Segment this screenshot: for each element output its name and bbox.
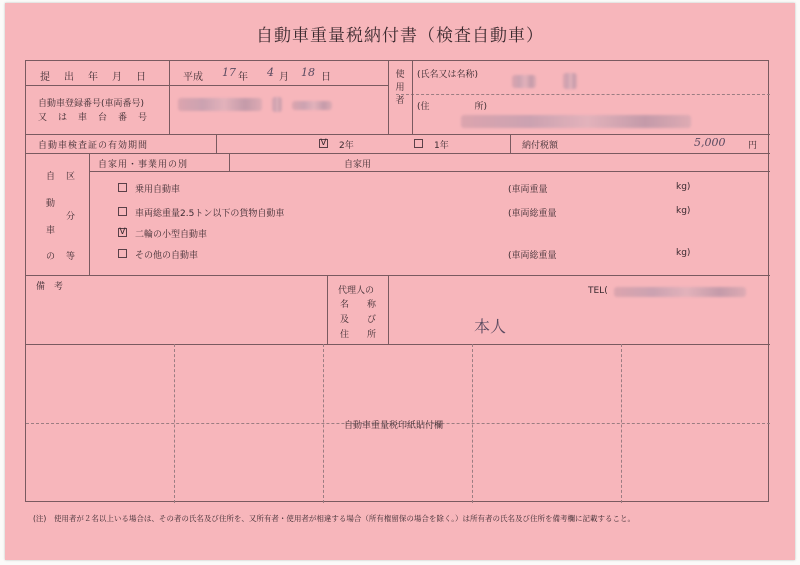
day-value[interactable]: 18 (301, 66, 315, 79)
tax-amount-label: 納付税額 (522, 141, 559, 151)
option-1-year-label: 1年 (434, 141, 449, 151)
class-side-char-1: 自 (46, 172, 56, 182)
tax-payment-form-sheet (5, 3, 795, 560)
checkbox-passenger-car[interactable] (118, 183, 127, 192)
remarks-label: 備 考 (36, 282, 64, 292)
weight-unit-light-truck: kg) (676, 206, 691, 216)
redacted-user-name-part (563, 73, 577, 89)
user-name-label: (氏名又は名称) (417, 70, 479, 80)
redacted-user-name (512, 75, 536, 88)
checkbox-other-vehicle[interactable] (118, 249, 127, 258)
chassis-number-label: 又 は 車 台 番 号 (38, 113, 149, 123)
validity-period-label: 自動車検査証の有効期間 (38, 141, 149, 151)
submission-date-label: 提 出 年 月 日 (40, 72, 148, 83)
class-item-motorcycle: 二輪の小型自動車 (135, 230, 208, 240)
use-type-label: 自家用・事業用の別 (98, 160, 189, 170)
form-grid (25, 60, 769, 502)
checkbox-1-year[interactable] (414, 139, 423, 148)
tax-unit: 円 (748, 141, 758, 151)
checkbox-motorcycle[interactable]: V (119, 227, 126, 237)
redacted-phone (614, 287, 746, 297)
class-side-char-3: 動 (46, 199, 56, 209)
form-title: 自動車重量税納付書（検査自動車） (256, 26, 544, 46)
class-item-light-truck: 車両総重量2.5トン以下の貨物自動車 (135, 209, 285, 219)
agent-label-line2: 名 称 (340, 300, 377, 310)
agent-value-handwritten[interactable]: 本人 (474, 317, 507, 336)
weight-unit-other-vehicle: kg) (676, 248, 691, 258)
weight-label-other-vehicle: (車両総重量 (508, 251, 557, 261)
class-side-char-4: 分 (66, 212, 76, 222)
class-side-char-5: 車 (46, 226, 56, 236)
agent-label-line4: 住 所 (340, 330, 377, 340)
year-value[interactable]: 17 (222, 66, 236, 79)
class-side-char-6: の (46, 252, 56, 262)
stamp-area-label: 自動車重量税印紙貼付欄 (344, 421, 444, 431)
tax-amount-value[interactable]: 5,000 (694, 136, 726, 149)
redacted-vehicle-number-part (292, 101, 332, 110)
redacted-user-address (461, 115, 691, 128)
class-side-char-2: 区 (66, 172, 76, 182)
agent-label-line1: 代理人の (338, 286, 375, 296)
footnote: (注) 使用者が２名以上いる場合は、その者の氏名及び住所を、又所有者・使用者が相違する場合（所有権留保の場合を除く。）は所有者の氏名及び住所を備考欄に記載すること。 (33, 514, 635, 523)
option-2-year-label: 2年 (339, 141, 354, 151)
checkbox-light-truck[interactable] (118, 207, 127, 216)
use-type-value: 自家用 (344, 160, 372, 170)
tel-label: TEL( (588, 286, 608, 296)
era-label: 平成 (183, 72, 203, 83)
user-address-label: (住 所) (417, 102, 488, 112)
day-unit: 日 (321, 72, 331, 83)
weight-label-light-truck: (車両総重量 (508, 209, 557, 219)
agent-label-line3: 及 び (340, 315, 377, 325)
weight-label-passenger-car: (車両重量 (508, 185, 548, 195)
class-side-char-7: 等 (66, 252, 76, 262)
weight-unit-passenger-car: kg) (676, 182, 691, 192)
year-unit: 年 (238, 72, 248, 83)
redacted-vehicle-number (178, 98, 262, 111)
class-item-other-vehicle: その他の自動車 (135, 251, 199, 261)
checkbox-2-year[interactable]: V (320, 138, 327, 148)
user-label: 使 用 者 (395, 70, 405, 106)
month-unit: 月 (279, 72, 289, 83)
class-item-passenger-car: 乗用自動車 (135, 185, 181, 195)
month-value[interactable]: 4 (267, 66, 274, 79)
redacted-vehicle-number-part (272, 97, 282, 112)
vehicle-number-label: 自動車登録番号(車両番号) (38, 99, 145, 109)
